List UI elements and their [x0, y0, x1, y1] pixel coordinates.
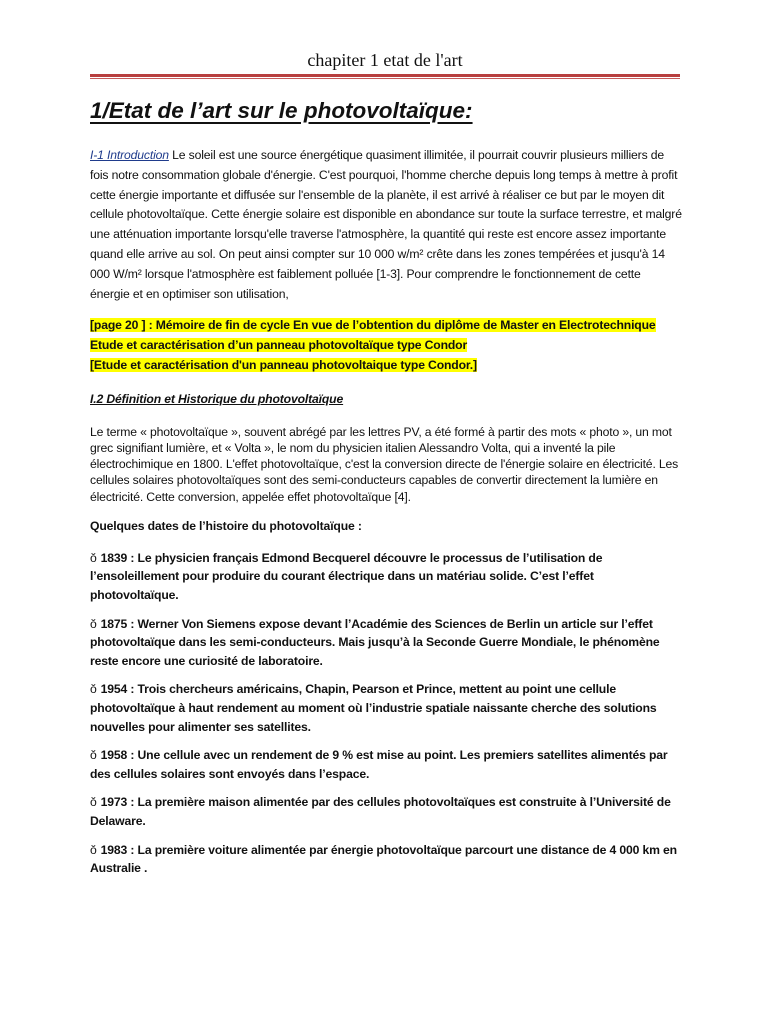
- header-rule: [90, 74, 680, 77]
- bullet-glyph: ŏ: [90, 550, 97, 565]
- date-item: [90, 746, 682, 783]
- date-item-text: 1983 : La première voiture alimentée par énergie photovoltaïque parcourt une distance de 4 000 km en Australie .: [90, 842, 677, 876]
- dates-heading: Quelques dates de l’histoire du photovoltaïque :: [90, 519, 362, 534]
- highlighted-reference: [90, 316, 682, 375]
- date-item: [90, 549, 682, 605]
- date-item-text: 1958 : Une cellule avec un rendement de 9 % est mise au point. Les premiers satellites alimentés par des cellules solaires sont envoyés dans l’espace.: [90, 748, 668, 781]
- running-header: chapiter 1 etat de l'art: [307, 50, 463, 70]
- document-body: [90, 96, 682, 888]
- date-item: [90, 793, 682, 830]
- bullet-glyph: ŏ: [90, 616, 97, 631]
- date-item-text: 1973 : La première maison alimentée par des cellules photovoltaïques est construite à l’Université de Delaware.: [90, 795, 671, 828]
- highlight-line-2: Etude et caractérisation d’un panneau photovoltaïque type Condor: [90, 338, 468, 353]
- date-item: [90, 615, 682, 671]
- bullet-glyph: ŏ: [90, 748, 97, 763]
- section-title: 1/Etat de l’art sur le photovoltaïque:: [90, 98, 473, 123]
- definition-heading: I.2 Définition et Historique du photovoltaïque: [90, 391, 344, 406]
- date-item-text: 1954 : Trois chercheurs américains, Chapin, Pearson et Prince, mettent au point une cellule photovoltaïque à haut rendement au moment où l’industrie spatiale naissante cherche des solutions nouvelles pour alimenter ses satellites.: [90, 682, 657, 734]
- bullet-glyph: ŏ: [90, 842, 97, 857]
- bullet-glyph: ŏ: [90, 682, 97, 697]
- intro-text: Le soleil est une source énergétique quasiment illimitée, il pourrait couvrir plusieurs milliers de fois notre consommation globale d'énergie. C'est pourquoi, l'homme cherche depuis long temps à mettre à profit cette énergie importante et diffusée sur l'ensemble de la planète, il est arrivé à réaliser ce but par le moyen dit cellule photovoltaïque. Cette énergie solaire est disponible en abondance sur toute la surface terrestre, et malgré une atténuation importante lorsqu'elle traverse l'atmosphère, la quantité qui reste est encore assez importante quand elle arrive au sol. On peut ainsi compter sur 10 000 w/m² crête dans les zones tempérées et jusqu'à 14 000 W/m² lorsque l'atmosphère est faiblement polluée [1-3]. Pour comprendre le fonctionnement de cette énergie et en optimiser son utilisation,: [90, 148, 682, 301]
- intro-paragraph: [90, 146, 682, 304]
- date-item-text: 1839 : Le physicien français Edmond Becquerel découvre le processus de l’utilisation de l’ensoleillement pour produire du courant électrique dans un matériau solide. C’est l’effet photovoltaïque.: [90, 550, 603, 603]
- definition-paragraph: Le terme « photovoltaïque », souvent abrégé par les lettres PV, a été formé à partir des mots « photo », un mot grec signifiant lumière, et « Volta », le nom du physicien italien Alessandro Volta, qui a inventé la pile électrochimique en 1800. L'effet photovoltaïque, c'est la conversion directe de l'énergie solaire en électricité. Les cellules solaires photovoltaïques sont des semi-conducteurs capables de convertir directement la lumière en électricité. Cette conversion, appelée effet photovoltaïque [4].: [90, 424, 679, 504]
- date-item: [90, 680, 682, 736]
- date-item: [90, 841, 682, 878]
- highlight-line-1: [page 20 ] : Mémoire de fin de cycle En vue de l’obtention du diplôme de Master en Electrotechnique: [90, 318, 656, 333]
- intro-heading: I-1 Introduction: [90, 148, 169, 162]
- highlight-line-3: [Etude et caractérisation d'un panneau photovoltaique type Condor.]: [90, 357, 477, 372]
- date-item-text: 1875 : Werner Von Siemens expose devant l’Académie des Sciences de Berlin un article sur l’effet photovoltaïque dans les semi-conducteurs. Mais jusqu’à la Seconde Guerre Mondiale, le phénomène reste encore une curiosité de laboratoire.: [90, 616, 660, 668]
- bullet-glyph: ŏ: [90, 795, 97, 810]
- header-rule-thin: [90, 78, 680, 79]
